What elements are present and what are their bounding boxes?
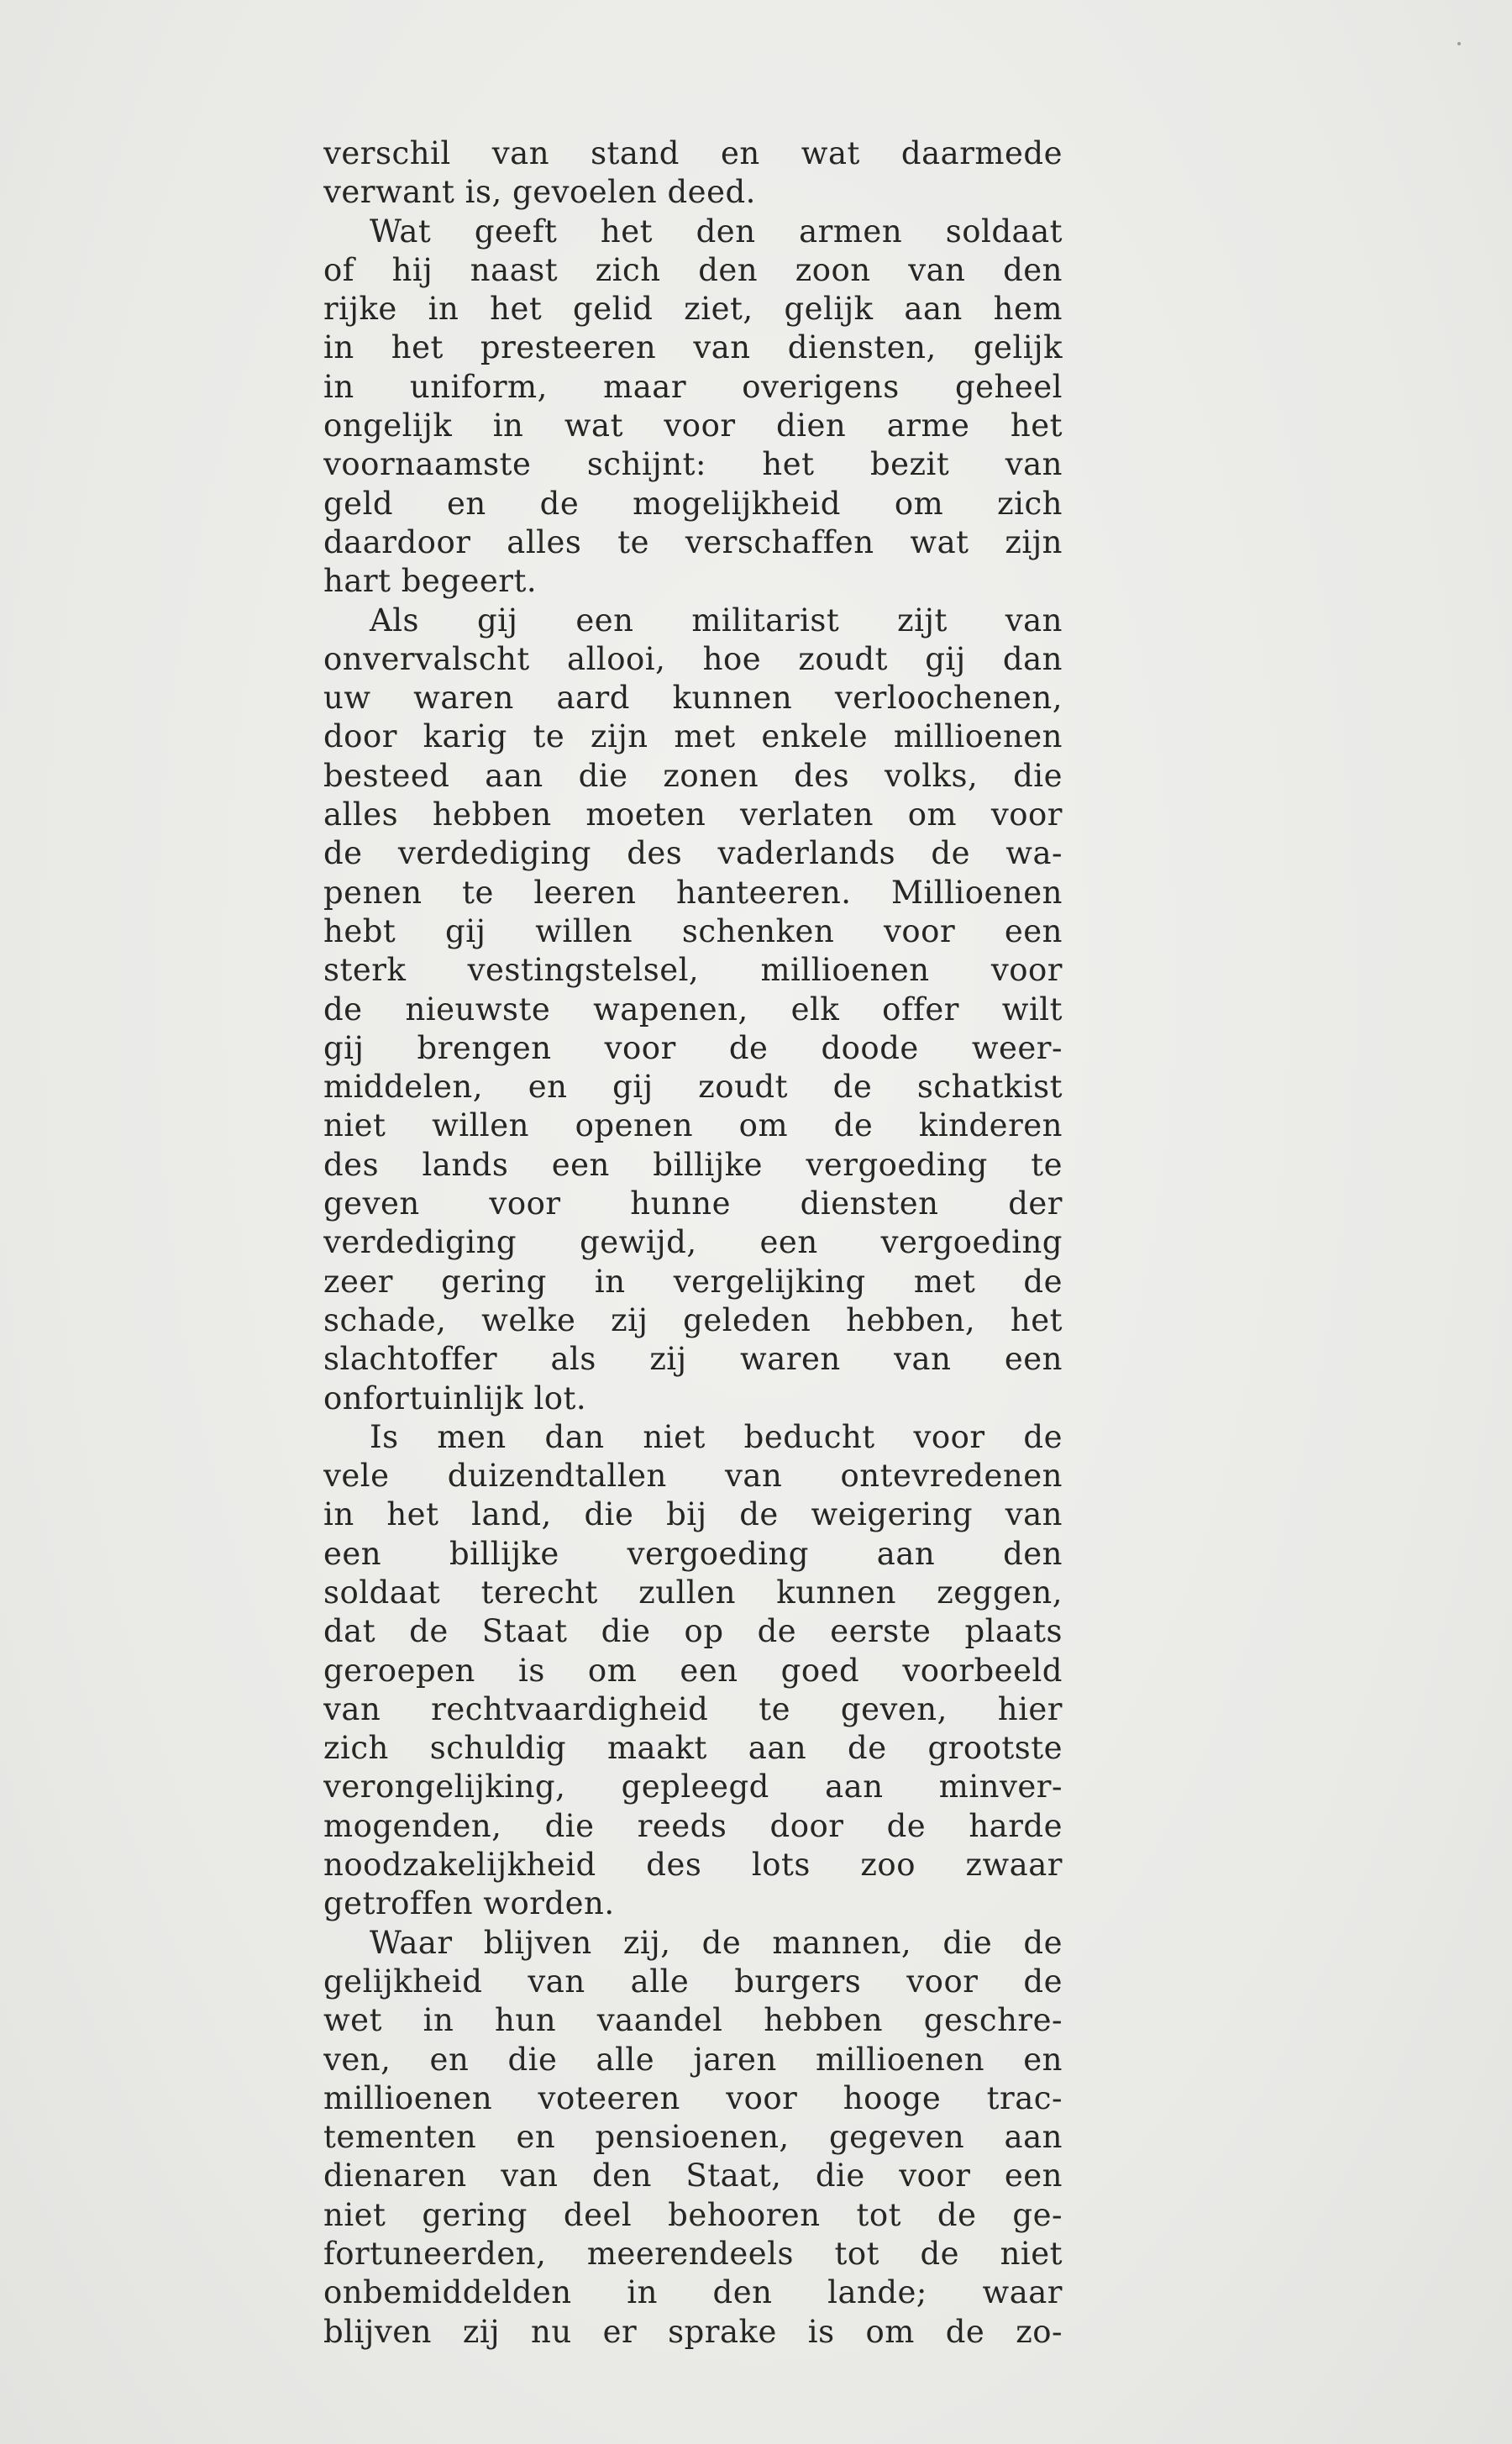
text-line: de nieuwste wapenen, elk offer wilt xyxy=(323,991,1063,1028)
paragraph xyxy=(323,602,1063,1418)
text-line: Is men dan niet beducht voor de xyxy=(370,1418,1063,1455)
text-line: geroepen is om een goed voorbeeld xyxy=(323,1652,1063,1689)
text-line: noodzakelijkheid des lots zoo zwaar xyxy=(323,1847,1063,1884)
text-line: dienaren van den Staat, die voor een xyxy=(323,2158,1063,2194)
text-line: blijven zij nu er sprake is om de zo- xyxy=(323,2313,1063,2350)
text-line: onbemiddelden in den lande; waar xyxy=(323,2274,1063,2311)
text-line: geld en de mogelijkheid om zich xyxy=(323,485,1063,522)
text-line: geven voor hunne diensten der xyxy=(323,1185,1063,1222)
text-line: gij brengen voor de doode weer- xyxy=(323,1029,1063,1066)
text-line: uw waren aard kunnen verloochenen, xyxy=(323,680,1063,717)
text-line: zich schuldig maakt aan de grootste xyxy=(323,1730,1063,1767)
text-line: ongelijk in wat voor dien arme het xyxy=(323,407,1063,444)
text-line: soldaat terecht zullen kunnen zeggen, xyxy=(323,1574,1063,1611)
text-line: of hij naast zich den zoon van den xyxy=(323,251,1063,288)
text-line: van rechtvaardigheid te geven, hier xyxy=(323,1690,1063,1727)
text-line: des lands een billijke vergoeding te xyxy=(323,1146,1063,1183)
text-line: dat de Staat die op de eerste plaats xyxy=(323,1613,1063,1650)
text-line: tementen en pensioenen, gegeven aan xyxy=(323,2119,1063,2156)
text-line: gelijkheid van alle burgers voor de xyxy=(323,1963,1063,2000)
text-line: in uniform, maar overigens geheel xyxy=(323,368,1063,405)
text-line: ven, en die alle jaren millioenen en xyxy=(323,2041,1063,2078)
text-line: onvervalscht allooi, hoe zoudt gij dan xyxy=(323,640,1063,677)
text-line: niet gering deel behooren tot de ge- xyxy=(323,2196,1063,2233)
text-line: penen te leeren hanteeren. Millioenen xyxy=(323,874,1063,911)
text-line: middelen, en gij zoudt de schatkist xyxy=(323,1069,1063,1106)
text-line: de verdediging des vaderlands de wa- xyxy=(323,835,1063,872)
paragraph xyxy=(323,1418,1063,1924)
text-line: niet willen openen om de kinderen xyxy=(323,1107,1063,1144)
text-line: in het land, die bij de weigering van xyxy=(323,1496,1063,1533)
text-line: onfortuinlijk lot. xyxy=(323,1380,587,1416)
text-line: verwant is, gevoelen deed. xyxy=(323,174,756,211)
text-line: daardoor alles te verschaffen wat zijn xyxy=(323,523,1063,560)
text-line: wet in hun vaandel hebben geschre- xyxy=(323,2002,1063,2039)
text-line: slachtoffer als zij waren van een xyxy=(323,1341,1063,1378)
text-line: schade, welke zij geleden hebben, het xyxy=(323,1301,1063,1338)
text-line: besteed aan die zonen des volks, die xyxy=(323,757,1063,794)
text-line: verongelijking, gepleegd aan minver- xyxy=(323,1769,1063,1805)
text-line: vele duizendtallen van ontevredenen xyxy=(323,1458,1063,1495)
margin-speck xyxy=(1457,42,1461,45)
text-line: verschil van stand en wat daarmede xyxy=(323,135,1063,171)
text-line: hart begeert. xyxy=(323,563,538,600)
text-line: getroffen worden. xyxy=(323,1885,615,1922)
text-line: alles hebben moeten verlaten om voor xyxy=(323,796,1063,833)
text-line: sterk vestingstelsel, millioenen voor xyxy=(323,952,1063,989)
paragraph xyxy=(323,1924,1063,2352)
text-line: Waar blijven zij, de mannen, die de xyxy=(370,1924,1063,1961)
text-line: Als gij een militarist zijt van xyxy=(370,602,1063,639)
text-line: een billijke vergoeding aan den xyxy=(323,1535,1063,1572)
text-line: Wat geeft het den armen soldaat xyxy=(370,213,1063,250)
text-line: zeer gering in vergelijking met de xyxy=(323,1263,1063,1300)
text-line: door karig te zijn met enkele millioenen xyxy=(323,718,1063,755)
text-line: mogenden, die reeds door de harde xyxy=(323,1807,1063,1844)
text-column xyxy=(323,134,1063,2352)
text-line: rijke in het gelid ziet, gelijk aan hem xyxy=(323,291,1063,328)
text-line: hebt gij willen schenken voor een xyxy=(323,912,1063,949)
paragraph xyxy=(323,213,1063,602)
text-line: in het presteeren van diensten, gelijk xyxy=(323,329,1063,366)
text-line: voornaamste schijnt: het bezit van xyxy=(323,446,1063,483)
text-line: millioenen voteeren voor hooge trac- xyxy=(323,2079,1063,2116)
paragraph xyxy=(323,134,1063,213)
text-line: verdediging gewijd, een vergoeding xyxy=(323,1224,1063,1261)
text-line: fortuneerden, meerendeels tot de niet xyxy=(323,2236,1063,2273)
